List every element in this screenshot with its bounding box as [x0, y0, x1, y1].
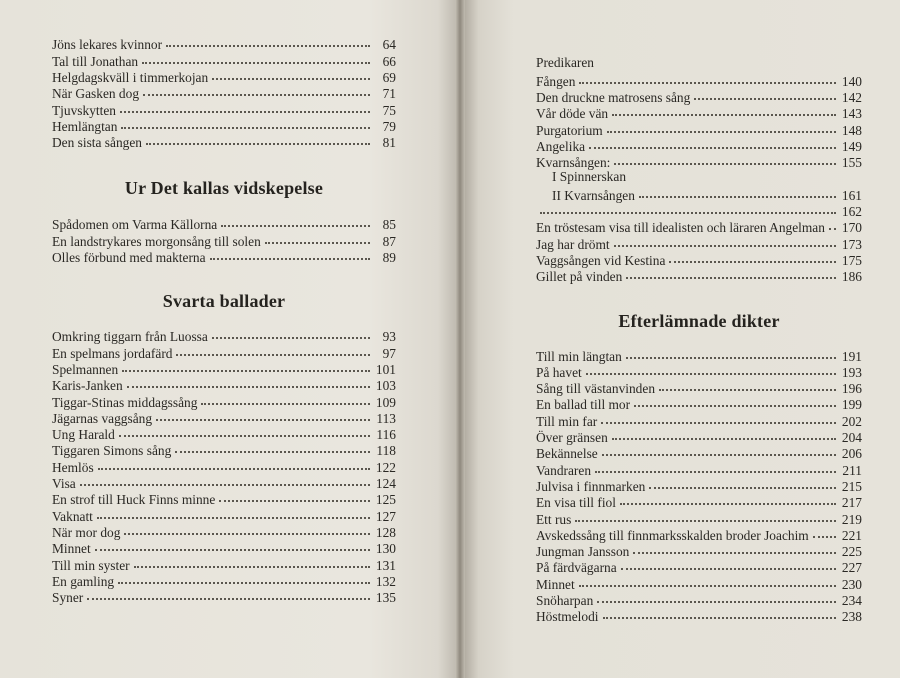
toc-dot-leader [589, 133, 836, 148]
toc-dot-leader [639, 182, 836, 197]
toc-dot-leader [614, 150, 836, 165]
toc-dot-leader [694, 85, 836, 100]
toc-entry-page: 211 [842, 462, 862, 478]
toc-entry-page: 71 [382, 86, 396, 102]
toc-entry-title: I Spinnerskan [552, 169, 627, 185]
toc-dot-leader [210, 245, 370, 260]
toc-entry-page: 221 [841, 527, 862, 543]
toc-entry-page: 93 [382, 329, 396, 345]
toc-entry-title: Sång till västanvinden [536, 381, 656, 397]
toc-entry-page: 89 [382, 250, 396, 266]
toc-entry-page: 161 [841, 187, 862, 203]
toc-entry-page: 87 [382, 233, 396, 249]
toc-entry-title: Fången [536, 73, 576, 89]
toc-entry-title: När mor dog [52, 524, 121, 540]
toc-entry-title: Tjuvskytten [52, 102, 116, 118]
toc-entry-title: På havet [536, 364, 582, 380]
toc-list-top-left [52, 34, 396, 151]
toc-entry [536, 201, 862, 220]
toc-entry-page: 142 [841, 89, 862, 105]
toc-entry-title: Jöns lekares kvinnor [52, 37, 163, 53]
toc-dot-leader [212, 65, 370, 80]
toc-entry [536, 606, 862, 625]
toc-entry-page: 135 [375, 590, 396, 606]
toc-dot-leader [649, 474, 836, 489]
toc-entry-title: Den druckne matrosens sång [536, 89, 691, 105]
toc-dot-leader [607, 117, 836, 132]
toc-entry-title: Visa [52, 476, 76, 492]
toc-entry-page: 191 [841, 348, 862, 364]
toc-entry-title: En spelmans jordafärd [52, 345, 173, 361]
toc-entry-title: Angelika [536, 138, 586, 154]
toc-list-efterlamnade [536, 345, 862, 625]
section-heading-vidskepelse: Ur Det kallas vidskepelse [124, 178, 324, 199]
toc-dot-leader [601, 408, 836, 423]
toc-entry-page: 127 [375, 508, 396, 524]
toc-entry-page: 81 [382, 135, 396, 151]
toc-dot-leader [80, 471, 370, 486]
toc-entry-title: Julvisa i finnmarken [536, 478, 646, 494]
toc-dot-leader [813, 522, 836, 537]
toc-dot-leader [630, 166, 836, 179]
toc-entry-page: 225 [841, 544, 862, 560]
toc-dot-leader [122, 357, 370, 372]
toc-entry-page: 64 [382, 37, 396, 53]
toc-entry-title: På färdvägarna [536, 560, 617, 576]
toc-entry-title: Predikaren [536, 55, 595, 71]
toc-dot-leader [598, 52, 836, 65]
toc-entry-title: En strof till Huck Finns minne [52, 492, 216, 508]
toc-entry-title: Spelmannen [52, 361, 119, 377]
toc-dot-leader [175, 438, 370, 453]
toc-dot-leader [143, 81, 370, 96]
toc-entry-title: Kvarnsången: [536, 155, 611, 171]
toc-list-svarta-ballader [52, 326, 396, 606]
toc-entry-title: Ung Harald [52, 427, 115, 443]
toc-entry-title: Vandraren [536, 462, 592, 478]
toc-dot-leader [201, 389, 370, 404]
toc-entry-title: Den sista sången [52, 135, 142, 151]
toc-dot-leader [166, 32, 370, 47]
toc-entry-title: Minnet [52, 541, 91, 557]
toc-dot-leader [669, 248, 836, 263]
toc-dot-leader [612, 101, 836, 116]
toc-dot-leader [634, 392, 836, 407]
toc-dot-leader [633, 539, 836, 554]
toc-dot-leader [127, 373, 370, 388]
toc-entry-title: Helgdagskväll i timmerkojan [52, 69, 209, 85]
toc-dot-leader [602, 441, 836, 456]
toc-entry-page: 125 [375, 492, 396, 508]
toc-entry-title: Jag har drömt [536, 236, 610, 252]
toc-dot-leader [121, 113, 370, 128]
toc-entry-page: 173 [841, 236, 862, 252]
toc-entry-page: 132 [375, 573, 396, 589]
toc-entry-page: 206 [841, 446, 862, 462]
toc-entry-page: 69 [382, 69, 396, 85]
toc-entry-page: 204 [841, 430, 862, 446]
toc-dot-leader [156, 405, 370, 420]
toc-entry-page: 75 [382, 102, 396, 118]
toc-dot-leader [87, 585, 370, 600]
toc-entry-title: Tiggaren Simons sång [52, 443, 172, 459]
toc-entry-page: 79 [382, 118, 396, 134]
toc-entry-page: 219 [841, 511, 862, 527]
toc-entry-title: Ett rus [536, 511, 572, 527]
book-gutter [455, 0, 465, 678]
toc-entry-page: 196 [841, 381, 862, 397]
toc-entry-title: Vår döde vän [536, 106, 609, 122]
toc-entry-page: 175 [841, 252, 862, 268]
toc-dot-leader [134, 552, 370, 567]
section-heading-efterlamnade-dikter: Efterlämnade dikter [618, 311, 780, 332]
toc-entry-page: 66 [382, 53, 396, 69]
toc-entry-page: 202 [841, 413, 862, 429]
toc-entry-page: 85 [382, 217, 396, 233]
toc-entry-title: En visa till fiol [536, 495, 616, 511]
left-toc-column [52, 34, 396, 606]
toc-dot-leader [97, 503, 370, 518]
toc-entry-title: Vaknatt [52, 508, 93, 524]
toc-entry-page: 230 [841, 576, 862, 592]
toc-entry-page: 124 [375, 476, 396, 492]
toc-dot-leader [586, 359, 836, 374]
toc-dot-leader [659, 376, 836, 391]
toc-entry-page: 155 [841, 155, 862, 171]
toc-dot-leader [219, 487, 370, 502]
toc-dot-leader [98, 454, 370, 469]
toc-list-vidskepelse [52, 214, 396, 266]
toc-dot-leader [579, 571, 836, 586]
toc-entry-title: Karis-Janken [52, 378, 123, 394]
toc-entry-title: Gillet på vinden [536, 269, 623, 285]
toc-entry [52, 587, 396, 606]
toc-dot-leader [626, 264, 836, 279]
toc-entry-title: En tröstesam visa till idealisten och läraren Angelman [536, 220, 825, 236]
toc-dot-leader [575, 506, 836, 521]
toc-entry-page: 118 [376, 443, 396, 459]
toc-entry-page: 217 [841, 495, 862, 511]
toc-dot-leader [119, 422, 370, 437]
toc-entry-title: Jungman Jansson [536, 544, 630, 560]
toc-entry-title: Till min far [536, 413, 598, 429]
toc-entry-page: 131 [375, 557, 396, 573]
toc-entry-title: Tiggar-Stinas middagssång [52, 394, 198, 410]
toc-dot-leader [597, 588, 836, 603]
toc-entry-title: Minnet [536, 576, 575, 592]
toc-dot-leader [146, 130, 370, 145]
toc-entry-page: 186 [841, 269, 862, 285]
toc-dot-leader [95, 536, 370, 551]
toc-dot-leader [579, 68, 836, 83]
toc-dot-leader [603, 604, 837, 619]
toc-entry-page: 149 [841, 138, 862, 154]
toc-entry-page: 140 [841, 73, 862, 89]
toc-dot-leader [142, 48, 370, 63]
toc-entry-page: 199 [841, 397, 862, 413]
toc-entry-title: Hemlös [52, 459, 94, 475]
toc-entry-page: 234 [841, 593, 862, 608]
toc-dot-leader [265, 228, 370, 243]
toc-entry-title: Över gränsen [536, 430, 608, 446]
toc-entry-title: Till min längtan [536, 348, 622, 364]
toc-dot-leader [212, 324, 370, 339]
toc-entry-title: II Kvarnsången [552, 187, 635, 203]
toc-entry-title: Vaggsången vid Kestina [536, 252, 666, 268]
toc-dot-leader [221, 212, 370, 227]
toc-dot-leader [176, 340, 370, 355]
toc-entry-page: 227 [841, 560, 862, 576]
toc-entry-page: 101 [375, 361, 396, 377]
toc-entry-title: Snöharpan [536, 593, 594, 608]
toc-entry-title: En gamling [52, 573, 115, 589]
toc-entry-title: Omkring tiggarn från Luossa [52, 329, 208, 345]
toc-dot-leader [118, 568, 370, 583]
toc-entry-title: Spådomen om Varma Källorna [52, 217, 218, 233]
toc-entry-page: 238 [841, 609, 862, 625]
toc-entry-page: 162 [841, 204, 862, 220]
section-heading-svarta-ballader: Svarta ballader [162, 290, 286, 311]
toc-entry-page: 128 [375, 524, 396, 540]
toc-entry-page: 103 [375, 378, 396, 394]
toc-entry-page: 215 [841, 478, 862, 494]
toc-dot-leader [621, 555, 836, 570]
toc-dot-leader [612, 425, 836, 440]
toc-entry-title: Purgatorium [536, 122, 603, 138]
toc-entry-title: När Gasken dog [52, 86, 140, 102]
toc-entry-page: 170 [841, 220, 862, 236]
right-toc-column [536, 54, 862, 625]
toc-dot-leader [595, 457, 836, 472]
toc-entry-page: 116 [376, 427, 396, 443]
toc-entry-title: En ballad till mor [536, 397, 631, 413]
toc-entry-page: 97 [382, 345, 396, 361]
toc-entry-title: Hemlängtan [52, 118, 118, 134]
toc-entry-title: Tal till Jonathan [52, 53, 139, 69]
toc-dot-leader [829, 215, 836, 230]
toc-entry [536, 266, 862, 285]
toc-entry-title: Avskedssång till finnmarksskalden broder Joachim [536, 527, 809, 543]
toc-entry-page: 148 [841, 122, 862, 138]
toc-dot-leader [620, 490, 836, 505]
toc-dot-leader [120, 97, 370, 112]
toc-entry-title: Jägarnas vaggsång [52, 410, 153, 426]
toc-entry-title: Syner [52, 590, 84, 606]
toc-entry-page: 193 [841, 364, 862, 380]
toc-entry-title: Olles förbund med makterna [52, 250, 206, 266]
toc-list-top-right [536, 54, 862, 285]
toc-entry [52, 247, 396, 266]
toc-dot-leader [124, 520, 370, 535]
toc-dot-leader [614, 231, 836, 246]
toc-dot-leader [626, 343, 836, 358]
toc-entry-page: 113 [376, 410, 396, 426]
toc-entry-page: 122 [375, 459, 396, 475]
toc-entry-page: 130 [375, 541, 396, 557]
toc-entry-title: En landstrykares morgonsång till solen [52, 233, 261, 249]
toc-entry-page: 109 [375, 394, 396, 410]
toc-entry-title: Höstmelodi [536, 609, 599, 625]
toc-entry-title: Till min syster [52, 557, 130, 573]
toc-entry-title: Bekännelse [536, 446, 598, 462]
toc-entry [52, 132, 396, 151]
toc-entry-page: 143 [841, 106, 862, 122]
toc-dot-leader [540, 199, 836, 214]
